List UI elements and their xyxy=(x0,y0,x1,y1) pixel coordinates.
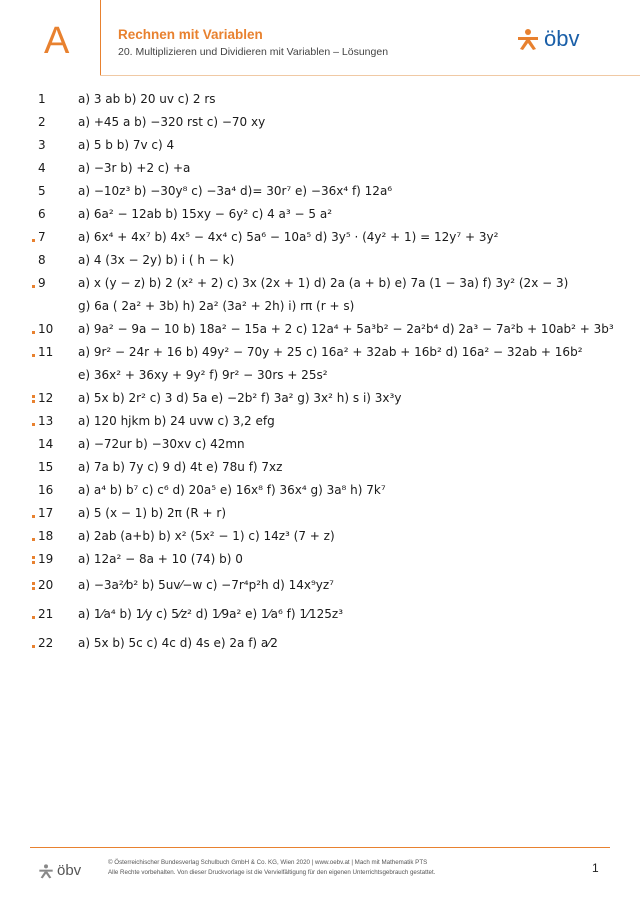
exercise-answer: a) 5 b b) 7v c) 4 xyxy=(78,138,175,152)
exercise-answer: a) 7a b) 7y c) 9 d) 4t e) 78u f) 7xz xyxy=(78,460,283,474)
difficulty-marker xyxy=(30,525,38,548)
marker-empty xyxy=(30,111,38,134)
solution-row xyxy=(0,502,640,525)
marker-empty xyxy=(30,249,38,272)
solution-row xyxy=(0,88,640,111)
solution-row xyxy=(0,571,640,600)
page-number: 1 xyxy=(592,861,599,875)
exercise-number: 18 xyxy=(38,529,54,543)
solutions-list xyxy=(0,88,640,658)
exercise-answer: a) x (y − z) b) 2 (x² + 2) c) 3x (2x + 1) d) 2a (a + b) e) 7a (1 − 3a) f) 3y² (2x − 3) xyxy=(78,276,569,290)
marker-empty xyxy=(30,456,38,479)
footer-logo xyxy=(38,862,81,879)
logo-text: öbv xyxy=(544,26,580,51)
header-bottom-rule xyxy=(100,75,640,76)
solution-row xyxy=(0,272,640,295)
exercise-number: 11 xyxy=(38,345,54,359)
marker-empty xyxy=(30,180,38,203)
solution-row xyxy=(0,180,640,203)
difficulty-marker xyxy=(30,600,38,629)
solution-row xyxy=(0,341,640,364)
difficulty-marker xyxy=(30,226,38,249)
solution-row xyxy=(0,134,640,157)
exercise-answer: a) 9r² − 24r + 16 b) 49y² − 70y + 25 c) 16a² + 32ab + 16b² d) 16a² − 32ab + 16b² xyxy=(78,345,583,359)
solution-row xyxy=(0,479,640,502)
exercise-number: 17 xyxy=(38,506,54,520)
exercise-answer: g) 6a ( 2a² + 3b) h) 2a² (3a² + 2h) i) rπ (r + s) xyxy=(78,299,355,313)
exercise-number: 1 xyxy=(38,92,46,106)
marker-empty xyxy=(30,433,38,456)
solution-row xyxy=(0,364,640,387)
exercise-number: 10 xyxy=(38,322,54,336)
exercise-number: 19 xyxy=(38,552,54,566)
exercise-number: 16 xyxy=(38,483,54,497)
solution-row xyxy=(0,226,640,249)
marker-empty xyxy=(30,295,38,318)
footer-line-2: Alle Rechte vorbehalten. Von dieser Druckvorlage ist die Vervielfältigung für den eigenen Unterrichtsgebrauch gestattet. xyxy=(108,869,436,876)
marker-empty xyxy=(30,88,38,111)
marker-empty xyxy=(30,157,38,180)
exercise-number: 8 xyxy=(38,253,46,267)
marker-empty xyxy=(30,203,38,226)
solution-row xyxy=(0,629,640,658)
exercise-number: 13 xyxy=(38,414,54,428)
exercise-number: 4 xyxy=(38,161,46,175)
page-title: Rechnen mit Variablen xyxy=(118,27,263,42)
exercise-answer: a) 6x⁴ + 4x⁷ b) 4x⁵ − 4x⁴ c) 5a⁶ − 10a⁵ d) 3y⁵ · (4y² + 1) = 12y⁷ + 3y² xyxy=(78,230,499,244)
solution-row xyxy=(0,295,640,318)
solution-row xyxy=(0,456,640,479)
exercise-number: 12 xyxy=(38,391,54,405)
exercise-answer: a) 5x b) 5c c) 4c d) 4s e) 2a f) a⁄2 xyxy=(78,636,278,650)
footer-logo-text: öbv xyxy=(57,862,82,879)
difficulty-marker xyxy=(30,502,38,525)
difficulty-double-marker xyxy=(30,571,38,600)
page-subtitle: 20. Multiplizieren und Dividieren mit Variablen – Lösungen xyxy=(118,46,389,58)
publisher-logo xyxy=(516,26,579,52)
exercise-answer: a) +45 a b) −320 rst c) −70 xy xyxy=(78,115,266,129)
footer-rule xyxy=(30,847,610,848)
solution-row xyxy=(0,157,640,180)
exercise-number: 22 xyxy=(38,636,54,650)
exercise-number: 14 xyxy=(38,437,54,451)
exercise-number: 21 xyxy=(38,607,54,621)
exercise-answer: a) 120 hjkm b) 24 uvw c) 3,2 efg xyxy=(78,414,275,428)
solution-row xyxy=(0,525,640,548)
exercise-answer: a) a⁴ b) b⁷ c) c⁶ d) 20a⁵ e) 16x⁸ f) 36x⁴ g) 3a⁸ h) 7k⁷ xyxy=(78,483,386,497)
exercise-answer: a) −72ur b) −30xv c) 42mn xyxy=(78,437,245,451)
exercise-number: 2 xyxy=(38,115,46,129)
exercise-number: 7 xyxy=(38,230,46,244)
solution-row xyxy=(0,203,640,226)
exercise-answer: e) 36x² + 36xy + 9y² f) 9r² − 30rs + 25s² xyxy=(78,368,328,382)
exercise-number: 9 xyxy=(38,276,46,290)
exercise-answer: a) 2ab (a+b) b) x² (5x² − 1) c) 14z³ (7 + z) xyxy=(78,529,335,543)
exercise-answer: a) −3r b) +2 c) +a xyxy=(78,161,191,175)
exercise-answer: a) 9a² − 9a − 10 b) 18a² − 15a + 2 c) 12a⁴ + 5a³b² − 2a²b⁴ d) 2a³ − 7a²b + 10ab² + 3b³ xyxy=(78,322,614,336)
exercise-answer: a) 5 (x − 1) b) 2π (R + r) xyxy=(78,506,227,520)
solution-row xyxy=(0,548,640,571)
difficulty-marker xyxy=(30,318,38,341)
solution-row xyxy=(0,318,640,341)
solution-row xyxy=(0,249,640,272)
difficulty-double-marker xyxy=(30,387,38,410)
difficulty-marker xyxy=(30,410,38,433)
exercise-number: 6 xyxy=(38,207,46,221)
exercise-answer: a) 6a² − 12ab b) 15xy − 6y² c) 4 a³ − 5 a² xyxy=(78,207,333,221)
page-header xyxy=(0,0,640,76)
marker-empty xyxy=(30,364,38,387)
exercise-answer: a) 3 ab b) 20 uv c) 2 rs xyxy=(78,92,216,106)
exercise-answer: a) 12a² − 8a + 10 (74) b) 0 xyxy=(78,552,243,566)
footer-line-1: © Österreichischer Bundesverlag Schulbuch GmbH & Co. KG, Wien 2020 | www.oebv.at | Mach mit Mathematik PTS xyxy=(108,859,428,866)
solution-row xyxy=(0,433,640,456)
solution-row xyxy=(0,410,640,433)
exercise-number: 20 xyxy=(38,578,54,592)
exercise-answer: a) 5x b) 2r² c) 3 d) 5a e) −2b² f) 3a² g) 3x² h) s i) 3x³y xyxy=(78,391,402,405)
exercise-answer: a) −10z³ b) −30y⁸ c) −3a⁴ d)= 30r⁷ e) −36x⁴ f) 12a⁶ xyxy=(78,184,393,198)
exercise-answer: a) 1⁄a⁴ b) 1⁄y c) 5⁄z² d) 1⁄9a² e) 1⁄a⁶ f) 1⁄125z³ xyxy=(78,607,344,621)
solution-row xyxy=(0,600,640,629)
difficulty-double-marker xyxy=(30,548,38,571)
difficulty-marker xyxy=(30,272,38,295)
marker-empty xyxy=(30,134,38,157)
exercise-answer: a) −3a²⁄b² b) 5uv⁄−w c) −7r⁴p²h d) 14x⁹yz⁷ xyxy=(78,578,334,592)
difficulty-marker xyxy=(30,341,38,364)
star-logo-icon xyxy=(516,27,540,51)
footer-copyright xyxy=(108,858,548,878)
solution-row xyxy=(0,111,640,134)
chapter-letter: A xyxy=(44,20,70,62)
exercise-answer: a) 4 (3x − 2y) b) i ( h − k) xyxy=(78,253,235,267)
header-divider xyxy=(100,0,101,76)
exercise-number: 15 xyxy=(38,460,54,474)
star-logo-icon xyxy=(38,863,54,879)
solution-row xyxy=(0,387,640,410)
marker-empty xyxy=(30,479,38,502)
exercise-number: 3 xyxy=(38,138,46,152)
difficulty-marker xyxy=(30,629,38,658)
exercise-number: 5 xyxy=(38,184,46,198)
